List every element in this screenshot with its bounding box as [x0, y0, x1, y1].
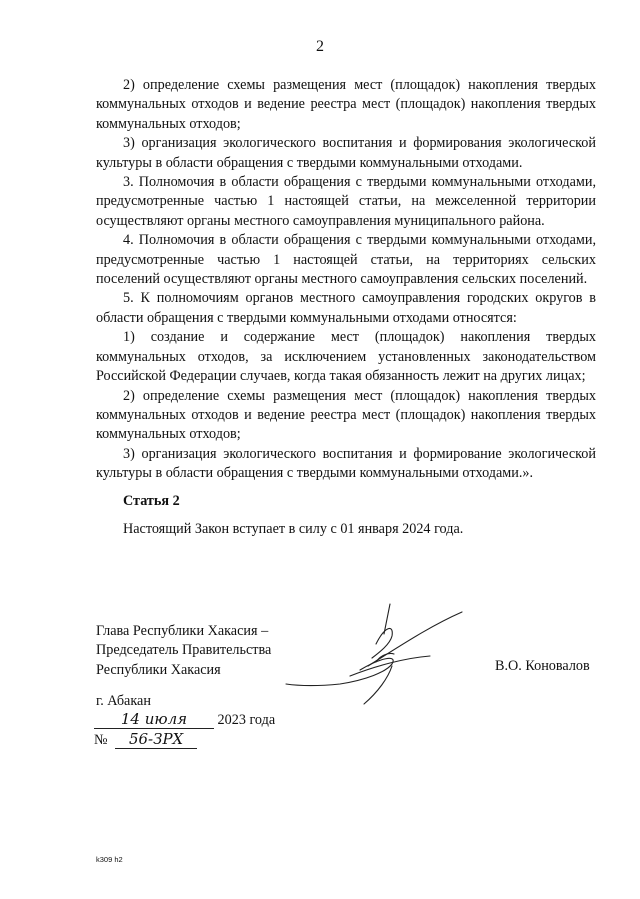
signatory-title — [96, 622, 271, 680]
page-number: 2 — [316, 38, 324, 55]
article-2-heading: Статья 2 — [123, 493, 180, 509]
paragraph: 5. К полномочиям органов местного самоуправления городских округов в области обращения с твердыми коммунальными отходами относятся: — [96, 290, 596, 326]
place-of-signing: г. Абакан — [96, 693, 151, 709]
footer-code: k309 h2 — [96, 855, 123, 864]
paragraph: 3) организация экологического воспитания и формирования экологической культуры в области обращения с твердыми коммунальными отходами. — [96, 135, 596, 171]
law-number — [94, 730, 197, 749]
paragraph: 3. Полномочия в области обращения с твердыми коммунальными отходами, предусмотренные частью 1 настоящей статьи, на межселенной территории осуществляют органы местного самоуправления муниципального района. — [96, 174, 596, 229]
article-2-text: Настоящий Закон вступает в силу с 01 января 2024 года. — [123, 521, 464, 537]
date-year: 2023 года — [217, 712, 276, 728]
handwritten-number: 56-ЗРХ — [115, 730, 197, 749]
paragraph: 1) создание и содержание мест (площадок) накопления твердых коммунальных отходов, за исключением установленных законодательством Российской Федерации случаев, когда такая обязанность лежит на других лицах; — [96, 329, 596, 385]
signatory-line: Республики Хакасия — [96, 661, 221, 678]
signing-date — [94, 710, 275, 729]
handwritten-signature — [280, 596, 480, 706]
paragraph: 2) определение схемы размещения мест (площадок) накопления твердых коммунальных отходов и ведение реестра мест (площадок) накопления твердых коммунальных отходов; — [96, 387, 596, 443]
handwritten-date: 14 июля — [94, 710, 214, 729]
paragraph: 4. Полномочия в области обращения с твердыми коммунальными отходами, предусмотренные частью 1 настоящей статьи, на территориях сельских поселений осуществляют органы местного самоуправления сельских поселений. — [96, 232, 596, 288]
signatory-line: Глава Республики Хакасия – — [96, 623, 269, 639]
law-text-body — [96, 76, 596, 484]
paragraph: 2) определение схемы размещения мест (площадок) накопления твердых коммунальных отходов и ведение реестра мест (площадок) накопления твердых коммунальных отходов; — [96, 77, 596, 132]
signer-name: В.О. Коновалов — [495, 658, 590, 674]
number-sign: № — [94, 732, 108, 748]
paragraph: 3) организация экологического воспитания и формирование экологической культуры в области обращения с твердыми коммунальными отходами.». — [96, 445, 596, 482]
signatory-line: Председатель Правительства — [96, 642, 272, 659]
